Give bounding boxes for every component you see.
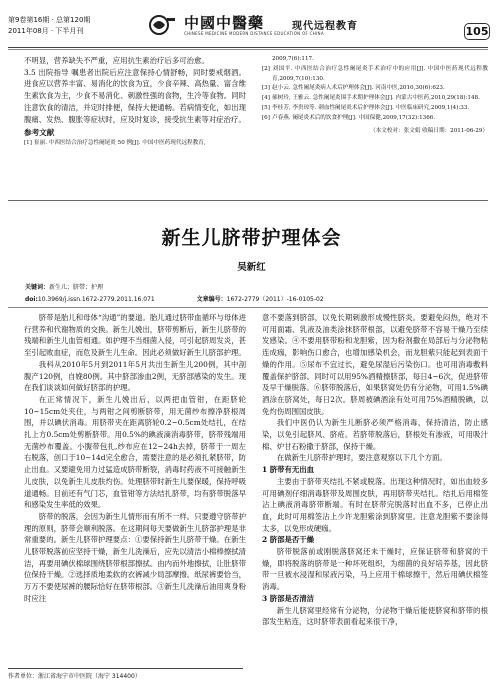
reference-item: [1] 崔丽. 中西医结合治疗急性阑尾炎 50 例[J]. 中国中医药现代远程教育, <box>24 139 206 146</box>
journal-name: 中國中醫藥 <box>184 14 265 32</box>
keywords-label: 关键词： <box>25 284 50 291</box>
body-paragraph: 我科从2010年5月到2011年5月共出生新生儿200例，其中剖腹产120例，自娩80例。其中脐部渗血2例，无脐部感染的发生。现在我们谈谈如何做好脐部的护理。 <box>24 359 246 393</box>
issue-info <box>8 15 90 37</box>
article-right-column <box>262 312 488 692</box>
reference-item: [4] 郝树玲, 王雅云. 急性阑尾炎围手术期护理体会[J]. 内蒙古中医药,2010,29(18):148. <box>262 95 480 102</box>
article-left-column <box>24 312 246 664</box>
body-paragraph: 新生儿脐窝里经常有分泌物，分泌物干燥后能使脐窝和脐带的根部发生粘连，这时脐带表面看起来很干净， <box>262 605 488 627</box>
body-paragraph: 我们中医仍认为新生儿断脐必须严格消毒，保持清洁，防止感染，以免引起脐风、脐疮。若脐带脱落后，脐根处有渗液，可用吸汁棉、炉甘石粉撒于脐部，保持干燥。 <box>262 418 488 451</box>
body-paragraph: 在正常情况下，新生儿娩出后，以两把血管钳，在距脐轮10~15cm处夹住，与两钳之间剪断脐带，用无菌纱布擦净脐根周围，并以碘伏消毒。用脐带夹在距离脐轮0.2~0.5cm处结扎，在结扎上方0.5cm处剪断脐带。用0.5%的碘液滴消毒脐带，脐带残端用无菌纱布覆盖。小腹带包扎,纱布应在12~24h去掉，脐带于一周左右脱落，创口于10~14d完全愈合，需要注意的是必须扎紧脐带，防止出血。又要避免用力过猛造成脐带断裂，消毒时药液不可接触新生儿皮肤，以免新生儿皮肤灼伤。处理脐带时新生儿要保暖，保持呼吸道通畅。目前还有气门芯，血管钳等方法结扎脐带，均有脐带脱落早和感染发生率低的效果。 <box>24 394 246 510</box>
article-separator <box>8 200 488 201</box>
page-number: 105 <box>465 25 489 38</box>
prev-paragraph: 3.5 出院指导 嘱患者出院后应注意保持心情舒畅，同时要戒烟酒。进食应以营养丰富、易消化的饮食为宜，少食辛辣、高热量、富含维生素饮食为主，少食不易消化、刺激性强的食物，生冷等食物。同时注意饮食的清洁，并定时排便，保持大便通畅。若病情变化，如出现腹痛、发热、腹胀等症状时，应及时复诊，接受抗生素等对症治疗。 <box>24 67 246 124</box>
prev-paragraph: 不明显，营养缺失不严重，应用抗生素治疗后多可治愈。 <box>24 56 209 65</box>
reference-item: [5] 李桂芳, 李贵琼等. 刺血性阑尾炎术后护理体会[J]. 中医临床研究,2009,1(4):33. <box>262 104 470 111</box>
page-header <box>0 0 503 50</box>
section-heading: 1 脐带有无出血 <box>262 465 315 475</box>
journal-name-suffix: 现代远程教育 <box>292 21 358 32</box>
prev-article-left-column <box>24 55 246 200</box>
references-heading: 参考文献 <box>24 128 55 138</box>
issue-line-2: 2011年08月 · 下半月刊 <box>8 27 84 35</box>
body-paragraph: 在做新生儿脐带护理时，要注意观察以下几个方面。 <box>276 453 447 463</box>
keywords-value: 新生儿；脐带；护理 <box>49 284 104 291</box>
reference-item: [3] 赵小云. 急性阑尾炎病人术后护理体会[J]. 河南中医,2010,30(6):623. <box>262 85 445 92</box>
article-id: 文章编号：1672-2779（2011）-16-0105-02 <box>196 296 324 303</box>
journal-logo-icon <box>148 14 176 36</box>
body-paragraph: 脐带脱落前或刚脱落脐窝还未干燥时，应保证脐带和脐窝的干燥，即将脱落的脐带是一种坏死组织，为细菌的良好培养基，因此脐带一旦被水浸湿和尿液污染，马上应用干棉球擦干，然后用碘伏棉签消毒。 <box>262 547 488 592</box>
header-rule-thin <box>8 49 488 50</box>
article-title: 新生儿脐带护理体会 <box>161 227 342 249</box>
reference-item: [2] 刘国平. 中西医结合治疗急性阑尾炎手术治疗中的应用[J]. 中国中医药现代远程教育,2009,7(10):130. <box>262 65 488 82</box>
reference-list-left <box>24 139 246 149</box>
footnote-rule <box>8 668 243 669</box>
received-date: （本文校对：张文娟 收稿日期：2011-06-29） <box>370 127 488 134</box>
body-paragraph: 脐带是胎儿和母体“沟通”的要道。胎儿通过脐带血循环与母体进行营养和代谢物质的交换。新生儿娩出，脐带剪断后，新生儿脐带的残端和新生儿血管相通。如护理不当细菌入侵，可引起脐周发炎，甚至引起败血症，而危及新生儿生命。因此必须做好新生儿脐部护理。 <box>24 313 246 358</box>
meta-rule <box>8 307 488 308</box>
keywords <box>25 282 103 294</box>
doi: doi:10.3969/j.issn.1672-2779.2011.16.071 <box>25 296 155 303</box>
body-paragraph: 主要由于脐带夹结扎不紧或脱落。出现这种情况时，如出血较多可用碘剂仔细消毒脐带及周围皮肤，再用脐带夹结扎。结扎后用棉签沾上碘液消毒脐带断端。有时在脐带完脱落时出血不多，已停止出血，此时可用棉签沾上少许龙胆紫涂到脐窝里。注意龙胆紫不要涂得太多，以免形成硬痂。 <box>262 476 488 533</box>
section-heading: 2 脐部是否干燥 <box>262 535 315 545</box>
reference-item: 2009,7(6):117. <box>272 56 314 62</box>
section-heading: 3 脐部是否清洁 <box>262 593 315 603</box>
article-author: 吴新红 <box>237 262 266 273</box>
prev-article-right-column <box>262 55 488 200</box>
issue-line-1: 第9卷第16期 · 总第120期 <box>8 16 91 24</box>
body-paragraph: 脐带的脱落，会因为新生儿情形而有所不一样。只要遵守脐带护理的原则，脐带会顺利脱落。在这期间每天要做新生儿脐部护理是非常重要的。新生儿脐带护理要点：①要保持新生儿脐带干燥。在新生儿脐带脱落前应坚持干燥，新生儿洗澡后，应先以清洁小棉棒擦拭清洁，再要用碘伏棉球围绕脐带根部擦拭。由内而外地擦拭，让肚脐带位保持干燥。②选择质地柔软的衣裤减少局部摩擦。纸尿裤要恰当，万万不要使尿裤的腰际恰好在脐带根部。③新生儿洗澡后油用爽身粉时应注 <box>24 511 246 603</box>
journal-name-english: CHINESE MEDICINE MODERN DISTANCE EDUCATION OF CHINA <box>184 31 324 36</box>
reference-item: [6] 卢春燕. 阑尾炎术后的饮食护理[J]. 中国保健,2009,17(32):1366. <box>262 114 436 121</box>
article-meta <box>25 294 485 303</box>
header-rule <box>8 47 488 48</box>
author-affiliation: 作者单位：浙江省海宁市中医院（海宁 314400） <box>8 673 141 680</box>
body-paragraph: 意不要落到脐部，以免长期刺激形成慢性脐炎。要避免闷热，绝对不可用面霜、乳液及油类涂抹脐带根部，以避免脐带不容易干燥乃至续发感染。④不要用脐带粉和龙胆紫，因为粉剂撒在局部后与分泌物粘连成痂，影响伤口愈合，也增加感染机会，而龙胆紫只能起到表面干燥的作用。⑤尿布不宜过长，避免尿湿后污染伤口。也可用消毒敷料覆盖保护脐部。同时可以用95%酒精擦脐部，每日4~6次，促进脐带及早干燥脱落。⑥脐带脱落后，如果脐窝处仍有分泌物，可用1.5%碘酒涂在脐窝处，每日2次。脐周被碘酒涂有处可用75%酒精脱碘，以免灼伤周围国皮肤。 <box>262 313 488 416</box>
